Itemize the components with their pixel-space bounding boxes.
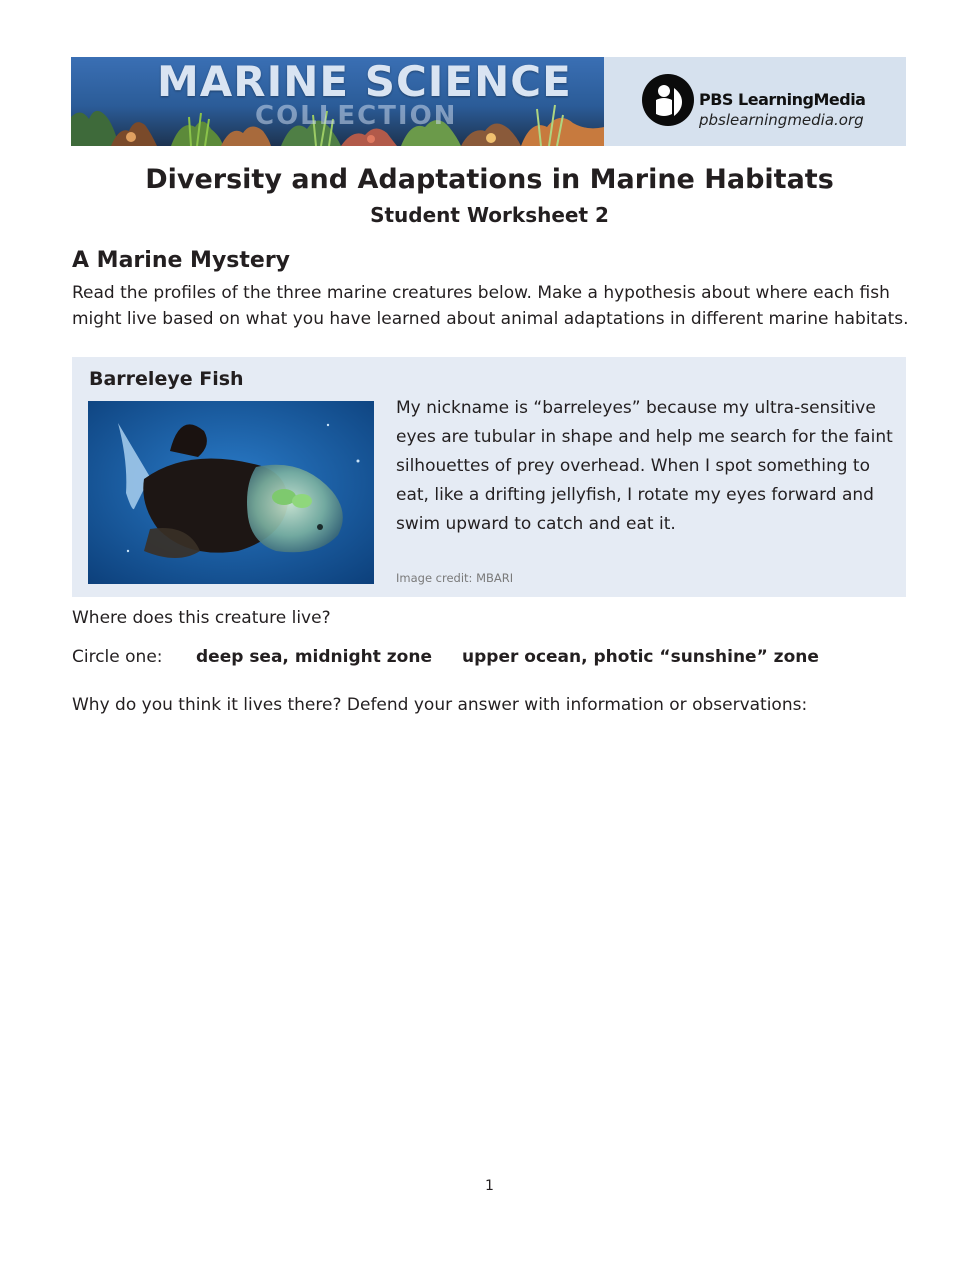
image-credit: Image credit: MBARI [396, 571, 514, 585]
page-number: 1 [485, 1178, 494, 1194]
marine-science-collection-banner [71, 57, 604, 146]
question-where: Where does this creature live? [72, 608, 331, 628]
barreleye-fish-photo [88, 401, 374, 584]
document-title: Diversity and Adaptations in Marine Habitats [145, 164, 834, 195]
circle-one-label: Circle one: [72, 647, 163, 667]
circle-one-row [72, 647, 819, 667]
section-intro: Read the profiles of the three marine creatures below. Make a hypothesis about where each fish might live based on what you have learned about animal adaptations in different marine habitats. [72, 283, 909, 329]
pbs-logo-icon [642, 74, 694, 126]
profile-card [72, 357, 906, 597]
pbs-brand-name: PBS LearningMedia [699, 90, 866, 109]
banner-title: MARINE SCIENCE [157, 57, 572, 106]
header-banner [71, 57, 906, 146]
question-why: Why do you think it lives there? Defend your answer with information or observations: [72, 695, 808, 715]
section-heading: A Marine Mystery [72, 248, 291, 273]
pbs-brand-panel [604, 57, 906, 146]
option-deep-sea: deep sea, midnight zone [196, 647, 432, 667]
profile-name: Barreleye Fish [89, 368, 244, 390]
document-subtitle: Student Worksheet 2 [370, 203, 609, 227]
option-upper-ocean: upper ocean, photic “sunshine” zone [462, 647, 819, 667]
profile-description: My nickname is “barreleyes” because my ultra-sensitive eyes are tubular in shape and help me search for the faint silhouettes of prey overhead. When I spot something to eat, like a drifting jellyfish, I rotate my eyes forward and swim upward to catch and eat it. [396, 398, 893, 534]
banner-subtitle: COLLECTION [255, 101, 458, 131]
pbs-brand-url: pbslearningmedia.org [699, 111, 864, 129]
